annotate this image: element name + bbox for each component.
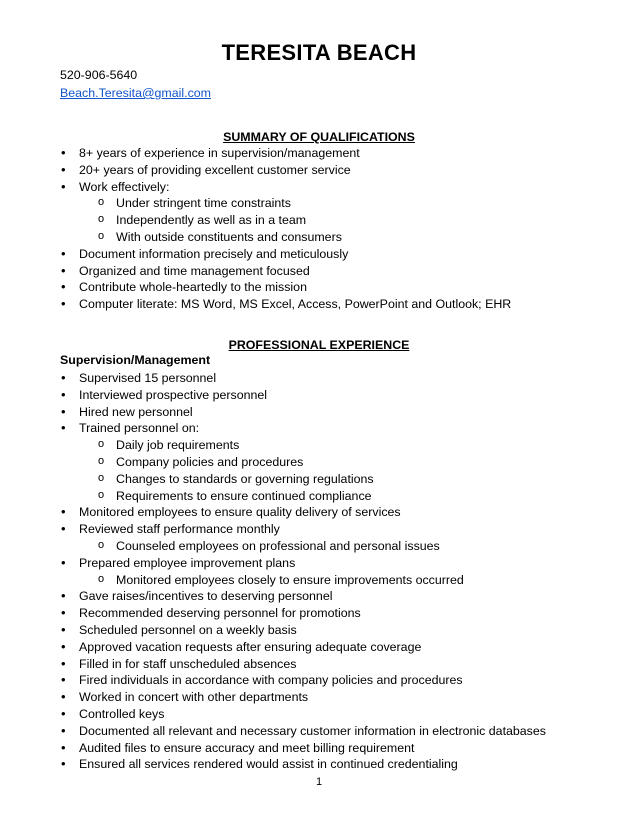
bullet-item: • Reviewed staff performance monthly [60, 521, 590, 538]
bullet-item: • Scheduled personnel on a weekly basis [60, 622, 590, 639]
sub-bullet-item: o Under stringent time constraints [60, 195, 590, 212]
bullet-item: • Approved vacation requests after ensuring adequate coverage [60, 639, 590, 656]
sub-bullet-item: o Changes to standards or governing regulations [60, 471, 590, 488]
bullet-item: • Computer literate: MS Word, MS Excel, Access, PowerPoint and Outlook; EHR [60, 296, 590, 313]
sub-bullet-item: o Company policies and procedures [60, 454, 590, 471]
page-number: 1 [315, 776, 323, 788]
bullet-item: • 8+ years of experience in supervision/management [60, 145, 590, 162]
bullet-item: • Hired new personnel [60, 404, 590, 421]
sub-bullet-item: o Daily job requirements [60, 437, 590, 454]
phone-number: 520-906-5640 [60, 68, 138, 82]
bullet-item: • Gave raises/incentives to deserving personnel [60, 588, 590, 605]
bullet-item: • Monitored employees to ensure quality delivery of services [60, 504, 590, 521]
bullet-item: • Interviewed prospective personnel [60, 387, 590, 404]
sub-bullet-item: o With outside constituents and consumers [60, 229, 590, 246]
experience-subheading: Supervision/Management [60, 353, 211, 367]
bullet-item: • Document information precisely and meticulously [60, 246, 590, 263]
bullet-item: • Ensured all services rendered would assist in continued credentialing [60, 756, 590, 773]
bullet-item: • Recommended deserving personnel for promotions [60, 605, 590, 622]
sub-bullet-item: o Counseled employees on professional and personal issues [60, 538, 590, 555]
bullet-item: • 20+ years of providing excellent customer service [60, 162, 590, 179]
bullet-item: • Worked in concert with other departments [60, 689, 590, 706]
bullet-item: • Prepared employee improvement plans [60, 555, 590, 572]
bullet-item: • Contribute whole-heartedly to the mission [60, 279, 590, 296]
sub-bullet-item: o Independently as well as in a team [60, 212, 590, 229]
sub-bullet-item: o Monitored employees closely to ensure improvements occurred [60, 572, 590, 589]
summary-list [60, 145, 590, 313]
experience-list [60, 370, 590, 773]
email-link[interactable]: Beach.Teresita@gmail.com [60, 86, 211, 100]
bullet-item: • Trained personnel on: [60, 420, 590, 437]
experience-heading: PROFESSIONAL EXPERIENCE [228, 338, 410, 352]
bullet-item: • Work effectively: [60, 179, 590, 196]
bullet-item: • Controlled keys [60, 706, 590, 723]
bullet-item: • Audited files to ensure accuracy and meet billing requirement [60, 740, 590, 757]
bullet-item: • Documented all relevant and necessary customer information in electronic databases [60, 723, 590, 740]
bullet-item: • Organized and time management focused [60, 263, 590, 280]
summary-heading: SUMMARY OF QUALIFICATIONS [223, 130, 415, 144]
candidate-name: TERESITA BEACH [221, 40, 417, 65]
bullet-item: • Filled in for staff unscheduled absences [60, 656, 590, 673]
bullet-item: • Supervised 15 personnel [60, 370, 590, 387]
sub-bullet-item: o Requirements to ensure continued compliance [60, 488, 590, 505]
bullet-item: • Fired individuals in accordance with company policies and procedures [60, 672, 590, 689]
